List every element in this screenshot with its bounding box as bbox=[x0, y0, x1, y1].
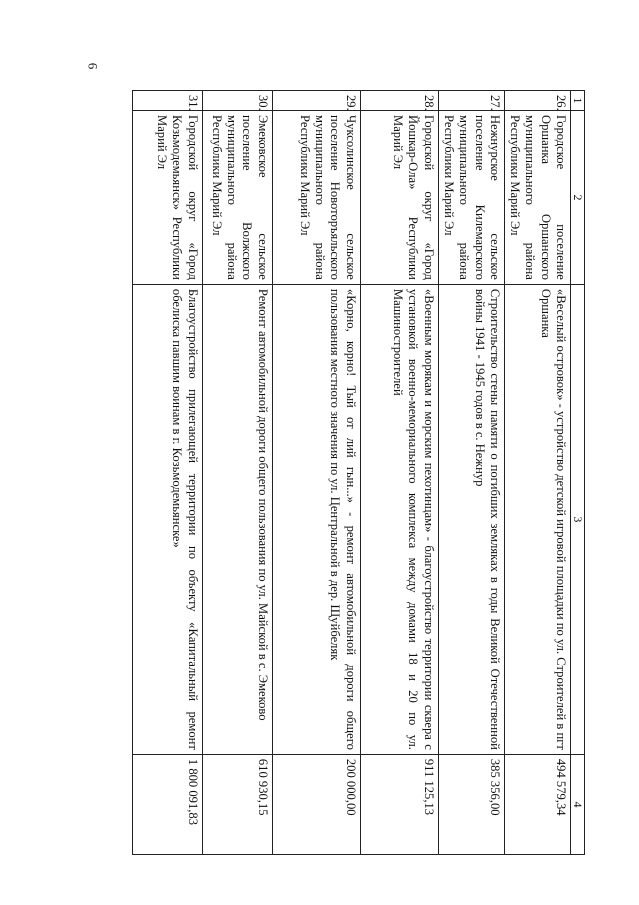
project-cell: «Веселый островок» - устройство детской игровой площадки по ул. Строителей в пгт Оршанка bbox=[504, 284, 570, 754]
municipality-cell: Чуксолинское сельское поселение Новоторъяльского муниципального района Республики Марий Эл bbox=[272, 111, 360, 285]
row-number: 31. bbox=[132, 91, 202, 111]
row-number: 28. bbox=[360, 91, 438, 111]
amount-cell: 494 579,34 bbox=[504, 754, 570, 854]
table-row bbox=[360, 91, 438, 855]
column-header: 1 bbox=[571, 91, 585, 111]
row-number: 30. bbox=[202, 91, 272, 111]
project-cell: «Военным морякам и морским пехотинцам» - благоустройство территории сквера с установкой военно-мемориального комплекса между домами 18 и 20 по ул. Машиностроителей bbox=[360, 284, 438, 754]
project-cell: Благоустройство прилегающей территории по объекту «Капитальный ремонт обелиска павшим воинам в г. Козьмодемьянске» bbox=[132, 284, 202, 754]
column-header: 3 bbox=[571, 284, 585, 754]
column-header: 4 bbox=[571, 754, 585, 854]
table-row bbox=[272, 91, 360, 855]
municipality-cell: Городское поселение Оршанка Оршанского муниципального района Республики Марий Эл bbox=[504, 111, 570, 285]
row-number: 27. bbox=[438, 91, 504, 111]
municipality-cell: Городской округ «Город Йошкар-Ола» Республики Марий Эл bbox=[360, 111, 438, 285]
amount-cell: 200 000,00 bbox=[272, 754, 360, 854]
table-row bbox=[202, 91, 272, 855]
table-header-row bbox=[571, 91, 585, 855]
municipality-cell: Нежнурское сельское поселение Килемарского муниципального района Республики Марий Эл bbox=[438, 111, 504, 285]
municipality-cell: Эмековское сельское поселение Волжского муниципального района Республики Марий Эл bbox=[202, 111, 272, 285]
table-row bbox=[132, 91, 202, 855]
amount-cell: 911 125,13 bbox=[360, 754, 438, 854]
table-row bbox=[438, 91, 504, 855]
amount-cell: 385 356,00 bbox=[438, 754, 504, 854]
project-cell: Строительство стены памяти о погибших земляках в годы Великой Отечественной войны 1941 - 1945 годов в с. Нежнур bbox=[438, 284, 504, 754]
row-number: 26. bbox=[504, 91, 570, 111]
amount-cell: 610 930,15 bbox=[202, 754, 272, 854]
projects-table bbox=[132, 90, 585, 855]
page-number: 6 bbox=[85, 62, 101, 70]
amount-cell: 1 800 091,83 bbox=[132, 754, 202, 854]
project-cell: Ремонт автомобильной дороги общего пользования по ул. Майской в с. Эмеково bbox=[202, 284, 272, 754]
table-row bbox=[504, 91, 570, 855]
project-cell: «Корно, корно! Тый от лий гын...» - ремонт автомобильной дороги общего пользования местного значения по ул. Центральной в дер. Щуйбеляк bbox=[272, 284, 360, 754]
column-header: 2 bbox=[571, 111, 585, 285]
municipality-cell: Городской округ «Город Козьмодемьянск» Республики Марий Эл bbox=[132, 111, 202, 285]
row-number: 29. bbox=[272, 91, 360, 111]
rotated-page-content bbox=[120, 90, 585, 855]
